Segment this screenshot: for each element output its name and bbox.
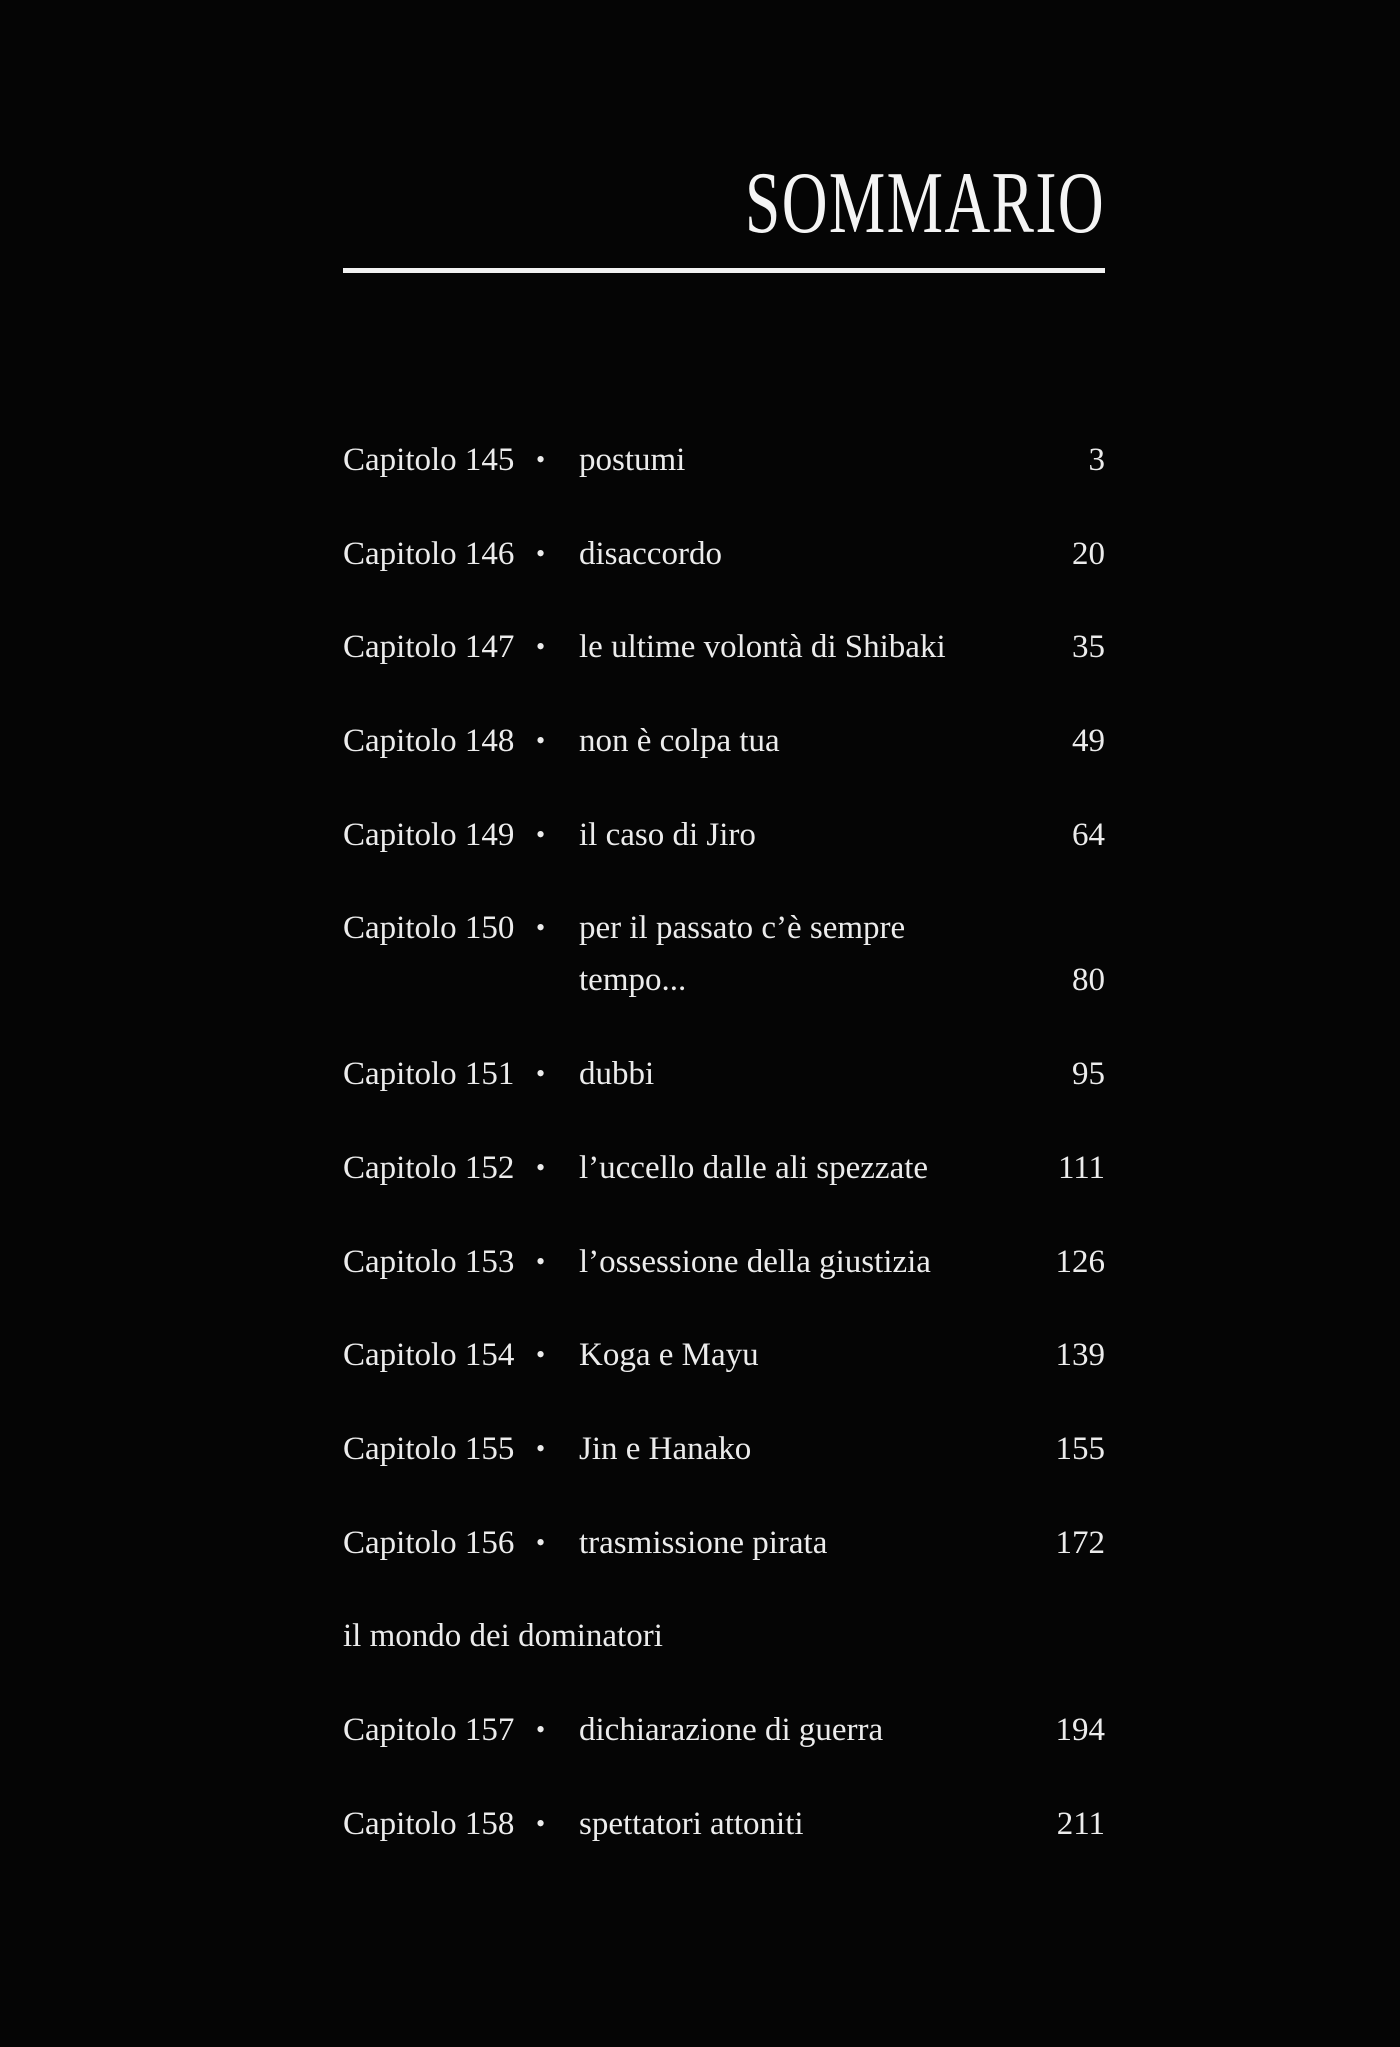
chapter-number: Capitolo 147 <box>343 629 515 666</box>
page-number: 126 <box>1055 1243 1105 1280</box>
toc-entry <box>343 809 1105 861</box>
bullet-icon: • <box>536 726 546 756</box>
chapter-title: il caso di Jiro <box>579 816 756 853</box>
bullet-icon: • <box>536 445 546 474</box>
toc-entry <box>343 1517 1105 1569</box>
page-number: 35 <box>1072 629 1105 666</box>
page-number: 155 <box>1055 1430 1105 1467</box>
bullet-icon: • <box>536 1714 546 1744</box>
chapter-number: Capitolo 150 <box>343 910 515 947</box>
toc-entry <box>343 621 1105 673</box>
page-number: 20 <box>1072 535 1105 572</box>
toc-entry <box>343 1329 1105 1381</box>
bullet-icon: • <box>536 1340 546 1370</box>
page-number: 49 <box>1072 723 1105 760</box>
page-number: 64 <box>1072 816 1105 853</box>
page-number: 194 <box>1055 1711 1105 1748</box>
chapter-number: Capitolo 145 <box>343 442 515 478</box>
chapter-number: Capitolo 157 <box>343 1711 515 1748</box>
bullet-icon: • <box>536 538 546 568</box>
chapter-title: le ultime volontà di Shibaki <box>579 629 946 666</box>
page-number: 139 <box>1055 1337 1105 1374</box>
toc-entry <box>343 1423 1105 1475</box>
chapter-title: trasmissione pirata <box>579 1524 828 1561</box>
chapter-title: non è colpa tua <box>579 723 780 760</box>
bullet-icon: • <box>536 632 546 662</box>
chapter-title: per il passato c’è sempre tempo... <box>579 910 906 999</box>
page-number: 211 <box>1056 1805 1105 1842</box>
chapter-number: Capitolo 156 <box>343 1524 515 1561</box>
bullet-icon: • <box>536 1527 546 1557</box>
toc-entry <box>343 902 1105 1006</box>
toc-entry <box>343 1798 1105 1850</box>
chapter-title: l’uccello dalle ali spezzate <box>579 1149 929 1186</box>
bullet-icon: • <box>536 1152 546 1182</box>
chapter-number: Capitolo 146 <box>343 535 515 572</box>
chapter-number: Capitolo 154 <box>343 1337 515 1374</box>
bullet-icon: • <box>536 1246 546 1276</box>
toc-entry <box>343 1704 1105 1756</box>
page-title: SOMMARIO <box>744 155 1105 252</box>
chapter-title: dubbi <box>579 1056 655 1093</box>
chapter-title: Jin e Hanako <box>579 1430 752 1467</box>
chapter-title: Koga e Mayu <box>579 1337 759 1374</box>
page-number: 80 <box>1072 962 1105 999</box>
bullet-icon: • <box>536 1433 546 1463</box>
page-number: 95 <box>1072 1056 1105 1093</box>
page-number: 3 <box>1088 442 1105 478</box>
title-rule <box>343 268 1105 273</box>
toc-entry <box>343 1142 1105 1194</box>
bullet-icon: • <box>536 913 546 943</box>
page-number: 111 <box>1057 1149 1105 1186</box>
toc-entry <box>343 1048 1105 1100</box>
chapter-number: Capitolo 158 <box>343 1805 515 1842</box>
section-heading: il mondo dei dominatori <box>343 1618 663 1655</box>
chapter-number: Capitolo 152 <box>343 1149 515 1186</box>
bullet-icon: • <box>536 1059 546 1089</box>
chapter-number: Capitolo 151 <box>343 1056 515 1093</box>
bullet-icon: • <box>536 819 546 849</box>
toc-entry <box>343 528 1105 580</box>
chapter-title: disaccordo <box>579 535 722 572</box>
chapter-number: Capitolo 148 <box>343 723 515 760</box>
toc-entry <box>343 434 1105 486</box>
chapter-title: postumi <box>579 442 686 478</box>
toc-entry <box>343 1236 1105 1288</box>
table-of-contents <box>343 434 1105 1891</box>
toc-entry <box>343 715 1105 767</box>
chapter-number: Capitolo 155 <box>343 1430 515 1467</box>
chapter-title: spettatori attoniti <box>579 1805 804 1842</box>
chapter-title: l’ossessione della giustizia <box>579 1243 931 1280</box>
bullet-icon: • <box>536 1808 546 1838</box>
chapter-title: dichiarazione di guerra <box>579 1711 884 1748</box>
page-number: 172 <box>1055 1524 1105 1561</box>
chapter-number: Capitolo 149 <box>343 816 515 853</box>
chapter-number: Capitolo 153 <box>343 1243 515 1280</box>
